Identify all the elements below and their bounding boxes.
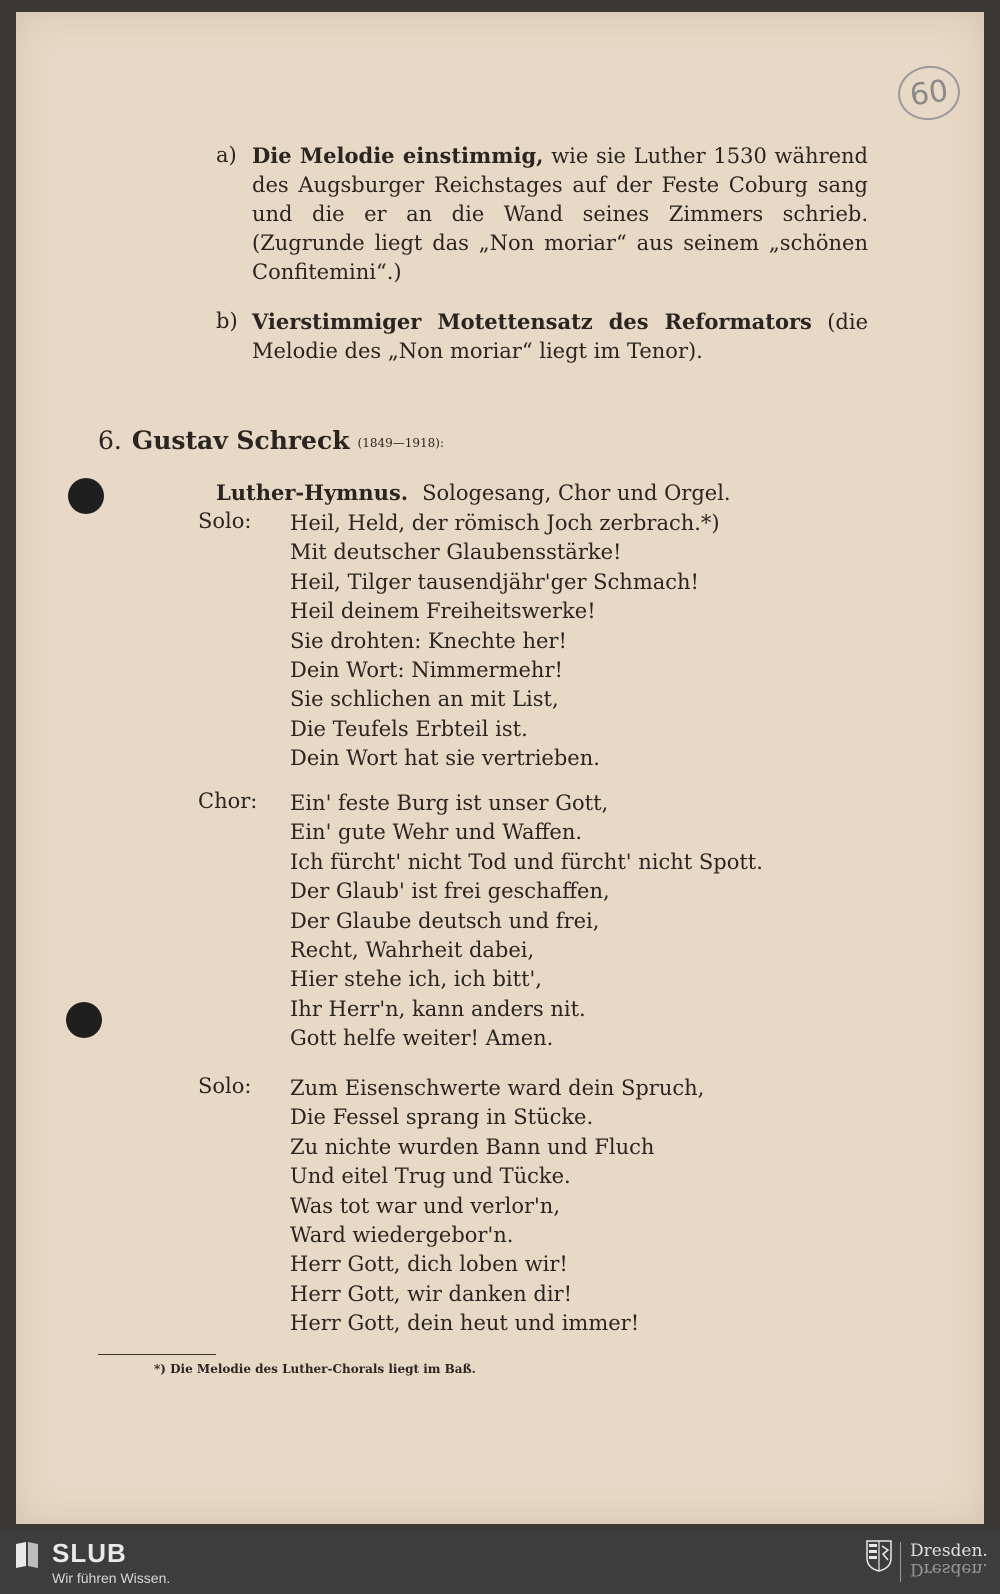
dresden-logo[interactable]	[910, 1542, 988, 1578]
intro-item-body	[252, 141, 868, 287]
coat-of-arms-icon	[866, 1540, 892, 1572]
footer-divider	[900, 1542, 901, 1582]
verse-line: Zum Eisenschwerte ward dein Spruch,	[290, 1076, 705, 1100]
intro-item-lead: Vierstimmiger Motettensatz des Reformators	[252, 309, 812, 334]
verse-line: Sie schlichen an mit List,	[290, 687, 559, 712]
verse-line: Heil, Tilger tausendjähr'ger Schmach!	[290, 569, 699, 594]
punch-hole	[66, 1002, 102, 1038]
intro-item-text: (die Melodie des „Non moriar“ liegt im Tenor).	[252, 310, 868, 363]
verse-line: Ihr Herr'n, kann anders nit.	[290, 996, 586, 1021]
verse-line: Zu nichte wurden Bann und Fluch	[290, 1134, 655, 1159]
verse-line: Ein' feste Burg ist unser Gott,	[290, 791, 609, 815]
verse-line: Recht, Wahrheit dabei,	[290, 937, 535, 962]
verse-line: Ich fürcht' nicht Tod und fürcht' nicht Spott.	[290, 849, 763, 874]
verse-line: Sie drohten: Knechte her!	[290, 628, 567, 653]
list-marker: a)	[216, 143, 237, 167]
city-name: Dresden.	[910, 1541, 988, 1561]
voice-label: Chor:	[198, 789, 258, 813]
work-scoring: Sologesang, Chor und Orgel.	[422, 481, 731, 505]
verse-line: Dein Wort hat sie vertrieben.	[290, 746, 600, 771]
verse-solo-2	[290, 1074, 704, 1339]
verse-chor	[290, 789, 763, 1054]
verse-line: Gott helfe weiter! Amen.	[290, 1026, 554, 1051]
intro-item-a	[216, 141, 868, 287]
verse-line: Herr Gott, dich loben wir!	[290, 1252, 568, 1277]
voice-label: Solo:	[198, 1074, 252, 1098]
list-marker: b)	[216, 309, 238, 333]
verse-line: Der Glaube deutsch und frei,	[290, 908, 600, 933]
punch-hole	[68, 478, 104, 514]
verse-line: Hier stehe ich, ich bitt',	[290, 967, 542, 992]
verse-line: Der Glaub' ist frei geschaffen,	[290, 879, 610, 904]
intro-item-body	[252, 307, 868, 366]
slub-book-icon	[14, 1540, 40, 1570]
document-page	[16, 12, 984, 1524]
verse-line: Die Fessel sprang in Stücke.	[290, 1105, 594, 1130]
voice-label: Solo:	[198, 509, 252, 533]
viewer-footer	[0, 1530, 1000, 1594]
intro-item-lead: Die Melodie einstimmig,	[252, 143, 544, 168]
verse-line: Heil deinem Freiheitswerke!	[290, 599, 596, 624]
verse-line: Herr Gott, wir danken dir!	[290, 1281, 573, 1306]
verse-line: Ein' gute Wehr und Waffen.	[290, 820, 583, 845]
verse-line: Herr Gott, dein heut und immer!	[290, 1311, 640, 1336]
city-name-reflection: Dresden.	[910, 1559, 988, 1579]
footnote-rule	[98, 1354, 216, 1355]
section-number: 6.	[98, 426, 122, 455]
slub-tagline: Wir führen Wissen.	[52, 1570, 171, 1586]
intro-item-b	[216, 307, 868, 366]
verse-line: Heil, Held, der römisch Joch zerbrach.*)	[290, 511, 720, 535]
section-heading	[98, 426, 444, 455]
verse-line: Mit deutscher Glaubensstärke!	[290, 540, 622, 565]
intro-item-text: wie sie Luther 1530 während des Augsburger Reichstages auf der Feste Coburg sang und die er an die Wand seines Zimmers schrieb. (Zugrunde liegt das „Non moriar“ aus seinem „schönen Confitemini“.)	[252, 144, 869, 284]
verse-line: Dein Wort: Nimmermehr!	[290, 657, 563, 682]
verse-line: Die Teufels Erbteil ist.	[290, 716, 528, 741]
page-number: 60	[895, 62, 964, 124]
composer-dates: (1849—1918):	[357, 436, 444, 450]
work-title: Luther-Hymnus.	[216, 480, 409, 505]
verse-line: Ward wiedergebor'n.	[290, 1222, 514, 1247]
verse-solo-1	[290, 509, 720, 774]
composer-name: Gustav Schreck	[131, 426, 350, 455]
verse-line: Was tot war und verlor'n,	[290, 1193, 561, 1218]
slub-brand[interactable]: SLUB	[52, 1538, 127, 1568]
footnote: *) Die Melodie des Luther-Chorals liegt im Baß.	[154, 1362, 476, 1376]
verse-line: Und eitel Trug und Tücke.	[290, 1164, 571, 1189]
work-line	[216, 480, 731, 505]
